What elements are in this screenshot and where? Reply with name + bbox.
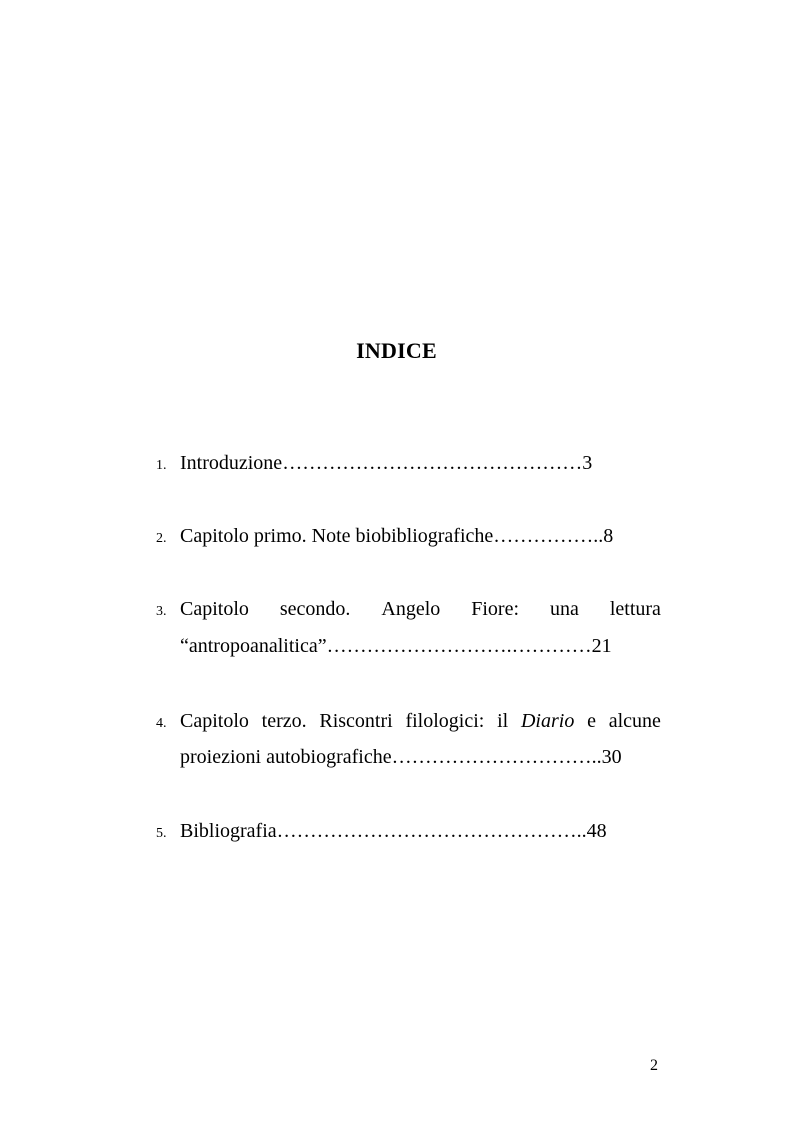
toc-entry-introduzione: Introduzione………………………………………3	[180, 452, 593, 474]
toc-word: terzo.	[261, 710, 307, 732]
toc-word: lettura	[609, 598, 661, 620]
toc-entry-number: 1.	[156, 458, 167, 473]
toc-word: Capitolo	[180, 598, 249, 620]
toc-word: una	[549, 598, 579, 620]
toc-word-diario: Diario	[520, 710, 575, 732]
toc-entry-number: 5.	[156, 826, 167, 841]
page-title: INDICE	[356, 338, 437, 363]
page-number: 2	[650, 1057, 658, 1074]
toc-word: Angelo	[381, 598, 441, 620]
toc-entry-capitolo-terzo-line2: proiezioni autobiografiche…………………………..30	[180, 746, 622, 768]
toc-word: Fiore:	[471, 598, 520, 620]
toc-entry-capitolo-terzo-line1	[180, 708, 661, 734]
toc-entry-bibliografia: Bibliografia………………………………………..48	[180, 820, 607, 842]
toc-entry-number: 2.	[156, 531, 167, 546]
toc-entry-number: 4.	[156, 716, 167, 731]
toc-entry-capitolo-primo: Capitolo primo. Note biobibliografiche……………..8	[180, 525, 614, 547]
toc-word: Capitolo	[180, 710, 249, 732]
toc-entry-number: 3.	[156, 604, 167, 619]
toc-word: il	[497, 710, 509, 732]
toc-word: alcune	[608, 710, 661, 732]
toc-entry-capitolo-secondo-line1	[180, 596, 661, 622]
toc-word: e	[587, 710, 596, 732]
toc-word: Riscontri	[319, 710, 393, 732]
toc-word: secondo.	[279, 598, 351, 620]
toc-word: filologici:	[405, 710, 485, 732]
toc-entry-capitolo-secondo-line2: “antropoanalitica”……………………….…………21	[180, 635, 612, 657]
